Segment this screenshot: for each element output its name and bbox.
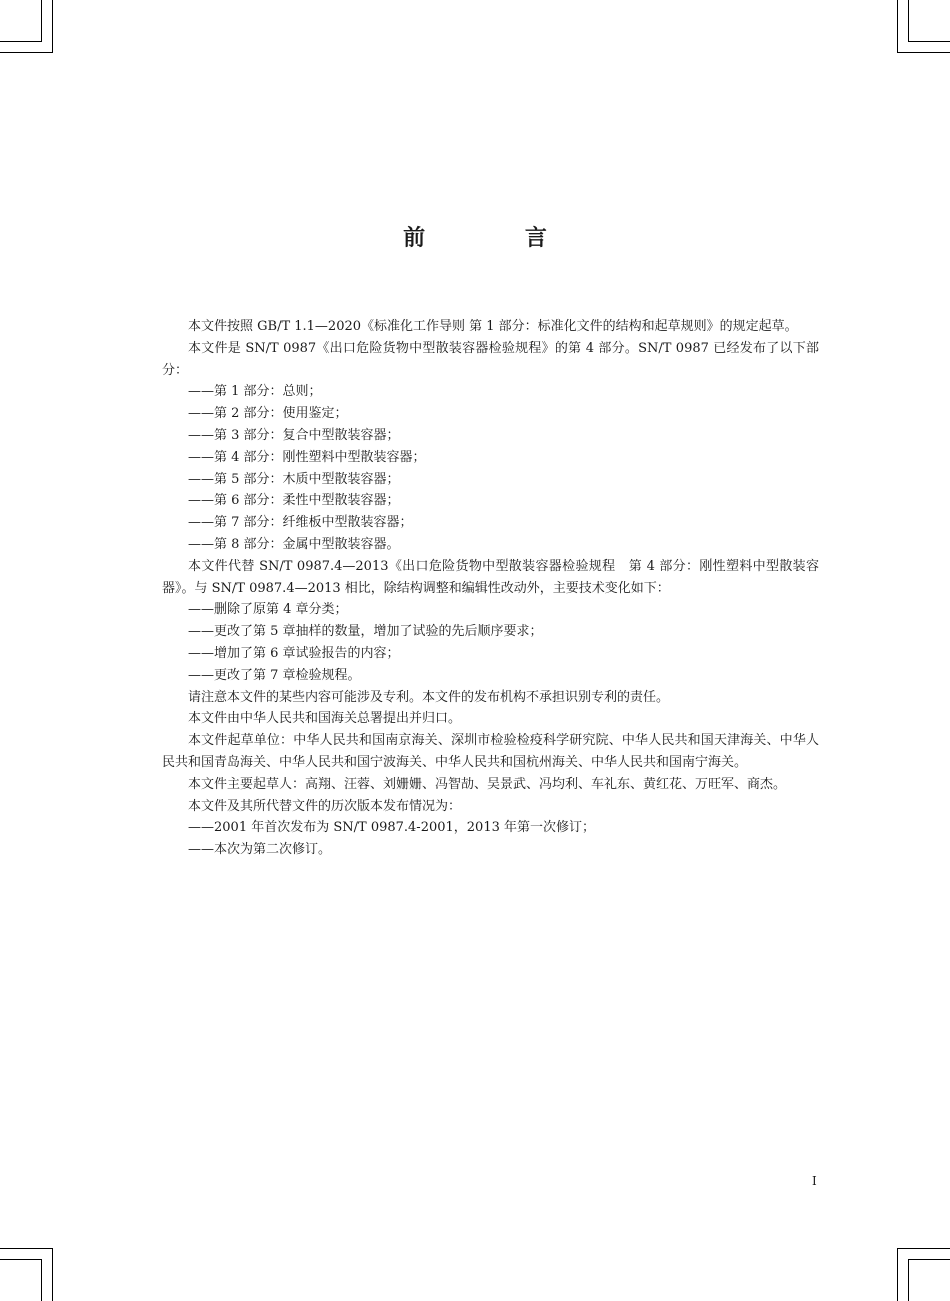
crop-mark bbox=[897, 1248, 898, 1301]
crop-mark bbox=[52, 0, 53, 53]
page-number: I bbox=[812, 1174, 817, 1188]
crop-mark bbox=[52, 1248, 53, 1301]
crop-mark bbox=[897, 0, 898, 53]
list-item: ——增加了第 6 章试验报告的内容； bbox=[188, 645, 400, 661]
crop-mark bbox=[0, 41, 41, 42]
list-item: ——第 8 部分：金属中型散装容器。 bbox=[188, 536, 400, 552]
crop-mark bbox=[0, 1259, 41, 1260]
crop-mark bbox=[897, 52, 950, 53]
crop-mark bbox=[0, 52, 52, 53]
list-item: ——删除了原第 4 章分类； bbox=[188, 602, 348, 618]
paragraph: 本文件及其所代替文件的历次版本发布情况为： bbox=[188, 798, 462, 814]
crop-mark bbox=[908, 41, 950, 42]
list-item: ——第 4 部分：刚性塑料中型散装容器； bbox=[188, 449, 426, 465]
list-item: ——第 5 部分：木质中型散装容器； bbox=[188, 471, 400, 487]
crop-mark bbox=[908, 1259, 909, 1301]
paragraph: 本文件按照 GB/T 1.1—2020《标准化工作导则 第 1 部分：标准化文件的结构和起草规则》的规定起草。 bbox=[188, 319, 798, 334]
paragraph: 本文件是 SN/T 0987《出口危险货物中型散装容器检验规程》的第 4 部分。SN/T 0987 已经发布了以下部分： bbox=[162, 340, 819, 378]
paragraph: 本文件代替 SN/T 0987.4—2013《出口危险货物中型散装容器检验规程 第 4 部分：刚性塑料中型散装容器》。与 SN/T 0987.4—2013 相比，除结构调整和编辑性改动外，主要技术变化如下： bbox=[162, 558, 819, 596]
list-item: ——第 3 部分：复合中型散装容器； bbox=[188, 427, 400, 443]
paragraph: 本文件由中华人民共和国海关总署提出并归口。 bbox=[188, 711, 462, 727]
paragraph: 本文件主要起草人：高翔、汪蓉、刘姗姗、冯智劼、吴景武、冯均利、车礼东、黄红花、万旺军、商杰。 bbox=[188, 776, 787, 792]
page-title: 前 言 bbox=[403, 226, 593, 251]
crop-mark bbox=[41, 0, 42, 42]
paragraph: 请注意本文件的某些内容可能涉及专利。本文件的发布机构不承担识别专利的责任。 bbox=[188, 689, 670, 705]
list-item: ——2001 年首次发布为 SN/T 0987.4-2001，2013 年第一次修订； bbox=[188, 820, 595, 836]
list-item: ——更改了第 5 章抽样的数量，增加了试验的先后顺序要求； bbox=[188, 624, 543, 640]
crop-mark bbox=[41, 1259, 42, 1301]
list-item: ——本次为第二次修订。 bbox=[188, 842, 332, 858]
list-item: ——第 1 部分：总则； bbox=[188, 384, 322, 400]
crop-mark bbox=[908, 1259, 950, 1260]
crop-mark bbox=[908, 0, 909, 42]
foreword-body bbox=[162, 316, 819, 861]
list-item: ——第 6 部分：柔性中型散装容器； bbox=[188, 493, 400, 509]
list-item: ——更改了第 7 章检验规程。 bbox=[188, 667, 361, 683]
paragraph: 本文件起草单位：中华人民共和国南京海关、深圳市检验检疫科学研究院、中华人民共和国天津海关、中华人民共和国青岛海关、中华人民共和国宁波海关、中华人民共和国杭州海关、中华人民共和国南宁海关。 bbox=[162, 733, 819, 770]
list-item: ——第 2 部分：使用鉴定； bbox=[188, 406, 348, 422]
crop-mark bbox=[0, 1248, 52, 1249]
list-item: ——第 7 部分：纤维板中型散装容器； bbox=[188, 515, 413, 531]
crop-mark bbox=[897, 1248, 950, 1249]
